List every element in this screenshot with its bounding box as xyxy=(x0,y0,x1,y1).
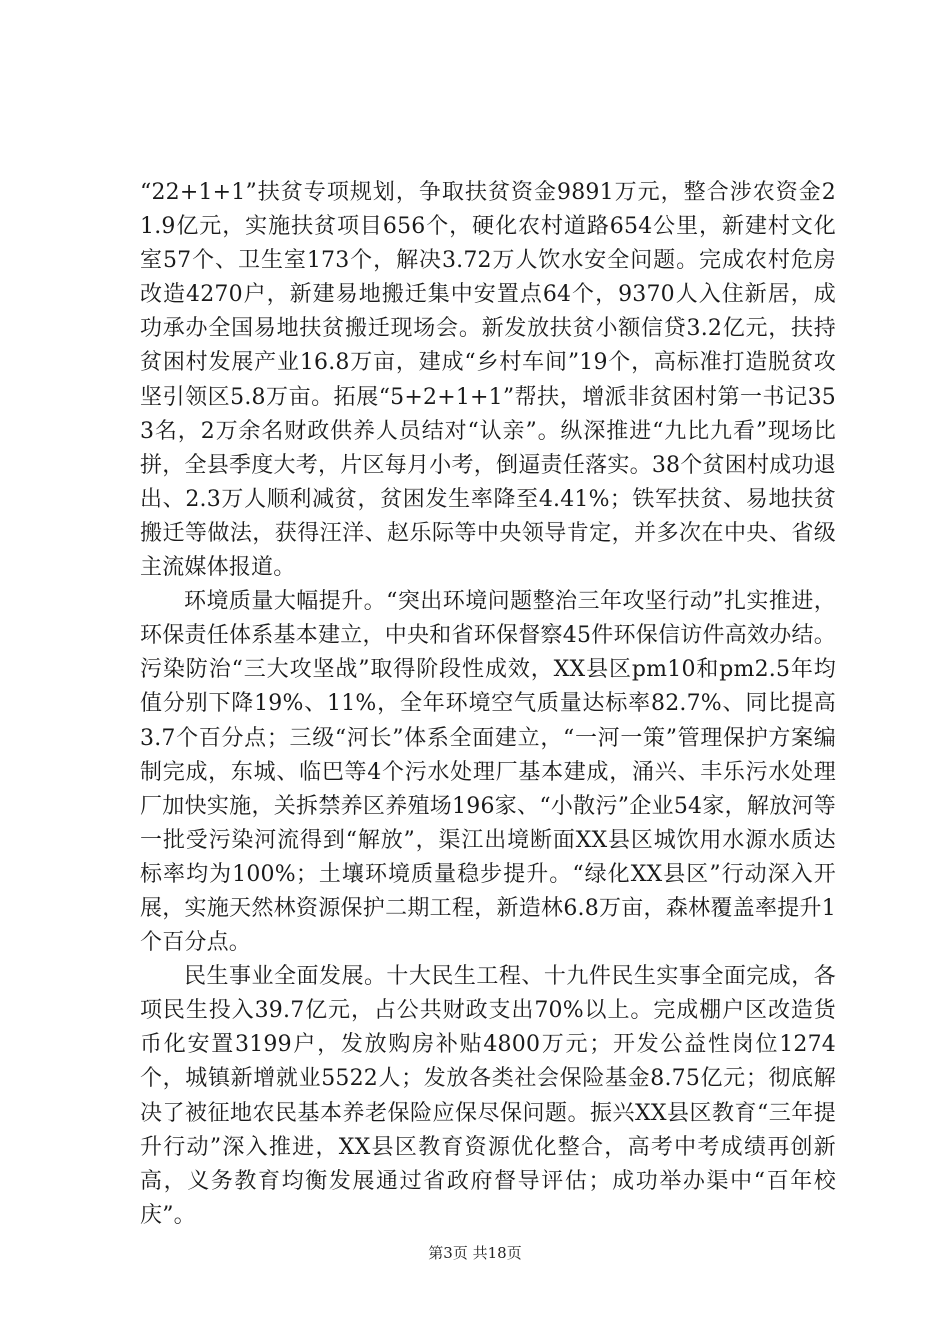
document-body xyxy=(140,176,836,1233)
paragraph-environment-quality: 环境质量大幅提升。“突出环境问题整治三年攻坚行动”扎实推进，环保责任体系基本建立，中央和省环保督察45件环保信访件高效办结。污染防治“三大攻坚战”取得阶段性成效，XX县区pm10和pm2.5年均值分别下降19%、11%，全年环境空气质量达标率82.7%、同比提高3.7个百分点；三级“河长”体系全面建立，“一河一策”管理保护方案编制完成，东城、临巴等4个污水处理厂基本建成，涌兴、丰乐污水处理厂加快实施，关拆禁养区养殖场196家、“小散污”企业54家，解放河等一批受污染河流得到“解放”，渠江出境断面XX县区城饮用水源水质达标率均为100%；土壤环境质量稳步提升。“绿化XX县区”行动深入开展，实施天然林资源保护二期工程，新造林6.8万亩，森林覆盖率提升1个百分点。 xyxy=(140,589,836,956)
page-number-label: 第3页 共18页 xyxy=(428,1244,522,1262)
page-footer xyxy=(0,1242,950,1263)
paragraph-livelihood-development: 民生事业全面发展。十大民生工程、十九件民生实事全面完成，各项民生投入39.7亿元，占公共财政支出70%以上。完成棚户区改造货币化安置3199户，发放购房补贴4800万元；开发公益性岗位1274个，城镇新增就业5522人；发放各类社会保险基金8.75亿元；彻底解决了被征地农民基本养老保险应保尽保问题。振兴XX县区教育“三年提升行动”深入推进，XX县区教育资源优化整合，高考中考成绩再创新高，义务教育均衡发展通过省政府督导评估；成功举办渠中“百年校庆”。 xyxy=(140,964,836,1228)
paragraph-poverty-alleviation: “22+1+1”扶贫专项规划，争取扶贫资金9891万元，整合涉农资金21.9亿元，实施扶贫项目656个，硬化农村道路654公里，新建村文化室57个、卫生室173个，解决3.72万人饮水安全问题。完成农村危房改造4270户，新建易地搬迁集中安置点64个，9370人入住新居，成功承办全国易地扶贫搬迁现场会。新发放扶贫小额信贷3.2亿元，扶持贫困村发展产业16.8万亩，建成“乡村车间”19个，高标准打造脱贫攻坚引领区5.8万亩。拓展“5+2+1+1”帮扶，增派非贫困村第一书记353名，2万余名财政供养人员结对“认亲”。纵深推进“九比九看”现场比拼，全县季度大考，片区每月小考，倒逼责任落实。38个贫困村成功退出、2.3万人顺利减贫，贫困发生率降至4.41%；铁军扶贫、易地扶贫搬迁等做法，获得汪洋、赵乐际等中央领导肯定，并多次在中央、省级主流媒体报道。 xyxy=(140,180,836,581)
